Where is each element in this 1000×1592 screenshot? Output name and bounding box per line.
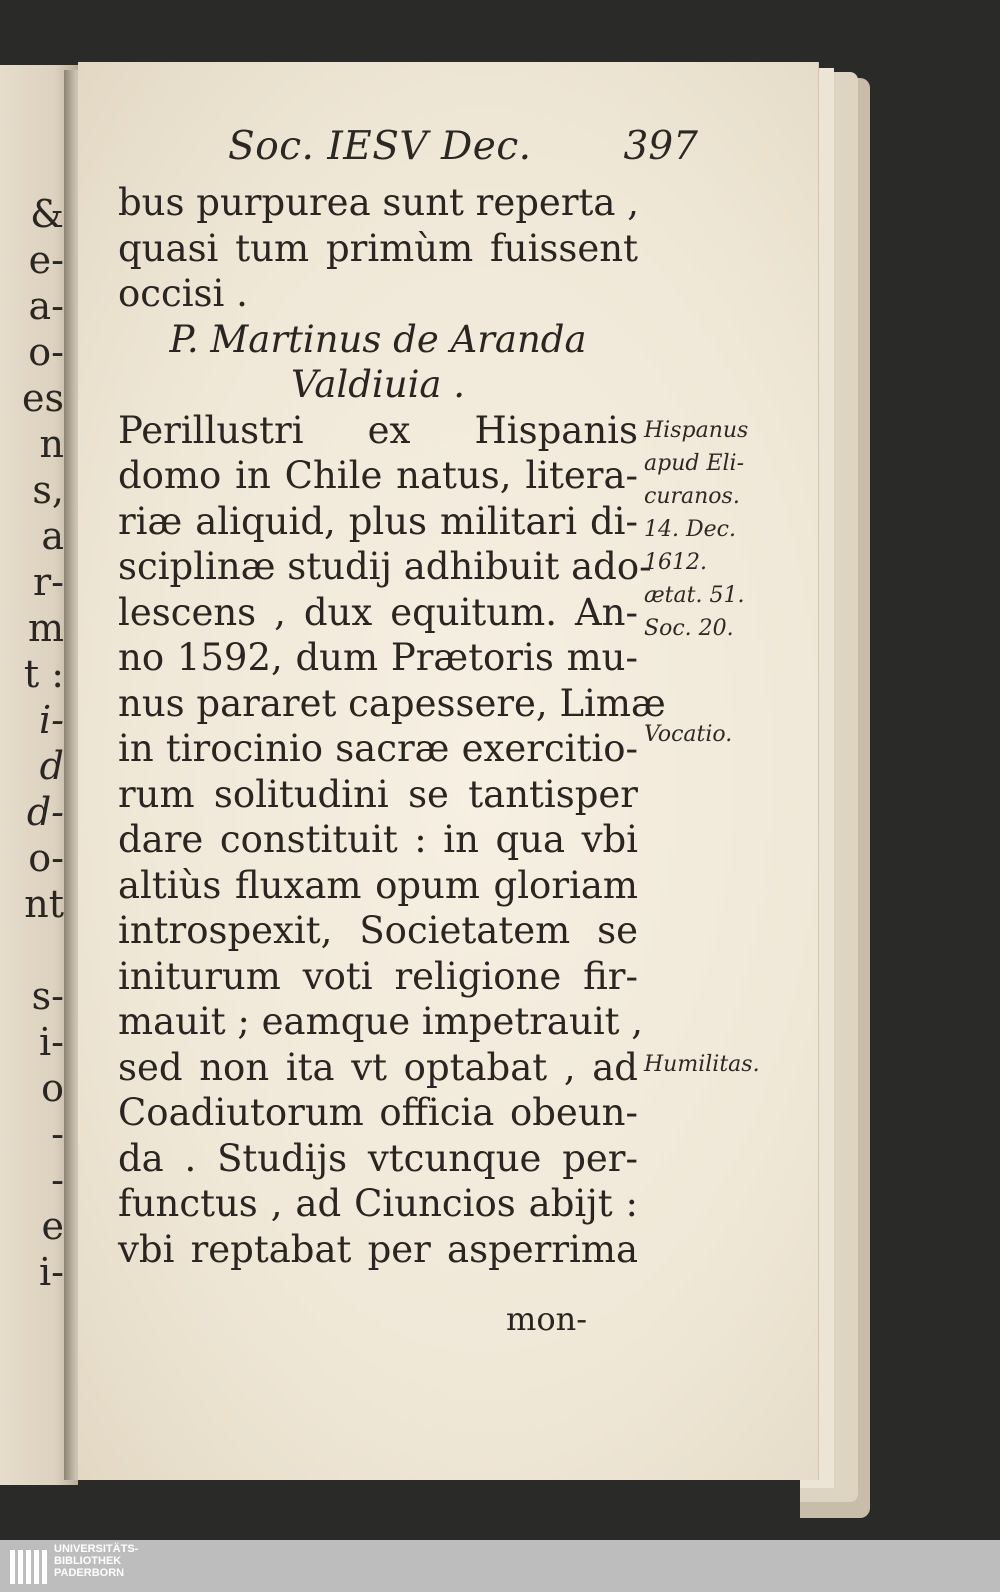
text-line: P. Martinus de Aranda	[169, 317, 587, 361]
marginal-note-line: curanos.	[644, 484, 740, 509]
facing-page-fragment: n	[39, 422, 64, 466]
facing-page-fragment: i-	[39, 1020, 64, 1064]
text-line: introspexit, Societatem se	[118, 909, 638, 952]
facing-page-fragment: es	[22, 376, 64, 420]
marginal-note-line: Humilitas.	[644, 1052, 760, 1077]
facing-page-fragment: e-	[28, 238, 64, 282]
facing-page-fragment: t :	[23, 652, 64, 696]
marginal-note-line: apud Eli-	[644, 451, 745, 476]
text-line: rum solitudini se tantisper	[118, 772, 638, 816]
facing-page-fragment: d-	[26, 790, 64, 834]
facing-page-fragment: o	[41, 1066, 64, 1110]
page-number: 397	[623, 124, 698, 169]
marginal-note-humility	[644, 1048, 760, 1081]
facing-page-fragment: d	[39, 744, 64, 788]
text-line: domo in Chile natus, litera-	[118, 454, 638, 497]
library-logo-icon	[10, 1550, 47, 1584]
text-line: altiùs fluxam opum gloriam	[118, 863, 638, 907]
facing-page-fragment: -	[51, 1112, 64, 1156]
text-line: sciplinæ studij adhibuit ado-	[118, 545, 652, 588]
text-line: quasi tum primùm fuissent	[118, 226, 638, 270]
marginal-note-vocation	[644, 718, 732, 751]
marginal-note-line: 14. Dec.	[644, 517, 736, 542]
marginal-note-origin	[644, 414, 748, 645]
text-line: dare constituit : in qua vbi	[118, 818, 638, 861]
library-footer	[0, 1540, 1000, 1592]
text-line: occisi .	[118, 272, 248, 315]
facing-page-fragment: o-	[28, 330, 64, 374]
marginal-note-line: Vocatio.	[644, 722, 733, 747]
facing-page-fragment: a	[41, 514, 64, 558]
facing-page-fragment: nt	[24, 882, 64, 926]
text-line: bus purpurea sunt reperta ,	[118, 181, 639, 224]
facing-page-fragment: s-	[31, 974, 64, 1018]
facing-page-fragment: a-	[28, 284, 64, 328]
facing-page-fragment: o-	[28, 836, 64, 880]
text-line: no 1592, dum Prætoris mu-	[118, 636, 638, 679]
facing-page-fragment: e	[41, 1204, 64, 1248]
facing-page-fragment: i-	[39, 1250, 64, 1294]
text-line: functus , ad Ciuncios abijt :	[118, 1182, 638, 1225]
marginal-note-line: ætat. 51.	[644, 583, 745, 608]
text-line: da . Studijs vtcunque per-	[118, 1136, 638, 1180]
facing-page-fragment: -	[51, 1158, 64, 1202]
text-line: vbi reptabat per asperrima	[118, 1227, 638, 1271]
text-line: Valdiuia .	[291, 363, 465, 406]
text-line: initurum voti religione fir-	[118, 954, 638, 998]
facing-page-fragment: m	[27, 606, 64, 650]
body-text	[118, 180, 666, 1272]
text-line: Perillustri ex Hispanis	[118, 408, 638, 452]
text-line: lescens , dux equitum. An-	[118, 590, 638, 634]
facing-page-fragment: s,	[32, 468, 64, 512]
marginal-note-line: Hispanus	[644, 418, 749, 443]
text-line: sed non ita vt optabat , ad	[118, 1045, 638, 1089]
facing-page-fragment: r-	[32, 560, 64, 604]
marginal-note-line: 1612.	[644, 550, 707, 575]
marginal-note-line: Soc. 20.	[644, 616, 734, 641]
text-line: nus pararet capessere, Limæ	[118, 681, 666, 725]
text-line: in tirocinio sacræ exercitio-	[118, 727, 638, 770]
page-header	[228, 124, 698, 174]
text-line: Coadiutorum officia obeun-	[118, 1091, 638, 1134]
text-line: riæ aliquid, plus militari di-	[118, 499, 638, 543]
library-logo-text: UNIVERSITÄTS- BIBLIOTHEK PADERBORN	[54, 1543, 139, 1579]
facing-page-fragment: i-	[39, 698, 64, 742]
running-head: Soc. IESV Dec.	[228, 124, 532, 169]
text-line: mauit ; eamque impetrauit ,	[118, 1000, 644, 1043]
facing-page-fragment: &	[30, 192, 64, 236]
book-page	[78, 62, 819, 1480]
catchword: mon-	[506, 1300, 588, 1338]
